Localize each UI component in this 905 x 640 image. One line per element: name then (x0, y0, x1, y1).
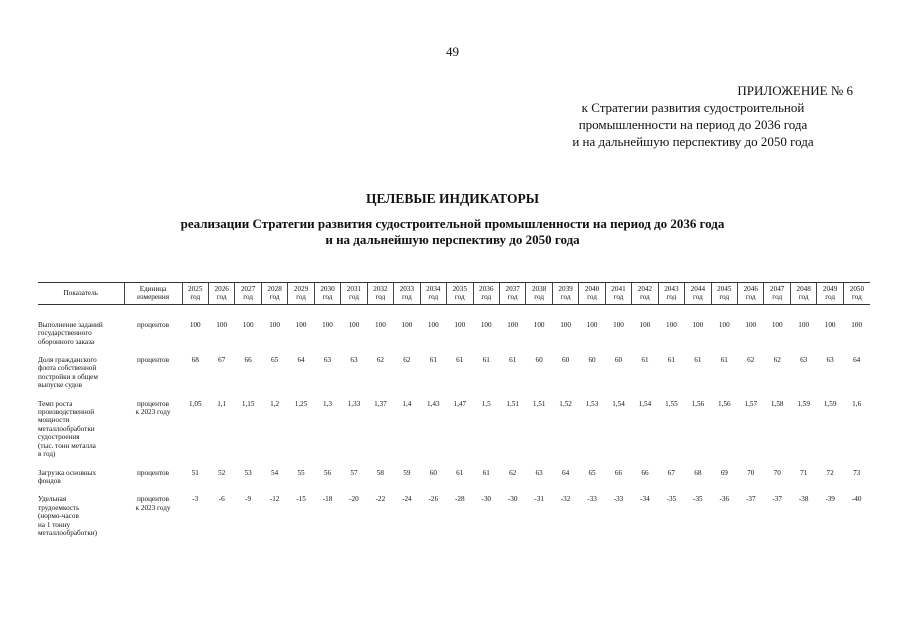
appendix-line: промышленности на период до 2036 года (578, 117, 808, 132)
indicator-value: 100 (454, 320, 466, 329)
indicator-name-line: Темп роста (38, 399, 73, 408)
indicator-value: 53 (244, 468, 252, 477)
header-year-value: 2048 (796, 285, 811, 293)
header-year (499, 283, 525, 305)
indicator-value: 1,53 (585, 399, 599, 408)
indicator-value: 1,37 (374, 399, 387, 408)
header-year (579, 283, 605, 305)
header-year-value: 2026 (214, 285, 229, 293)
indicator-value: 61 (641, 356, 649, 365)
indicator-value: 61 (667, 356, 675, 365)
indicator-value: 68 (694, 468, 702, 477)
header-year-suffix: год (322, 293, 333, 302)
indicator-value: 1,2 (270, 399, 280, 408)
indicator-value: 64 (561, 468, 570, 477)
indicator-value: 1,25 (294, 399, 308, 408)
indicator-value: -37 (772, 495, 782, 504)
indicator-value: 70 (747, 468, 755, 477)
indicator-value: 100 (771, 320, 783, 329)
table-body (38, 304, 870, 547)
indicator-value: 1,51 (532, 399, 546, 408)
header-year-value: 2039 (558, 285, 573, 293)
indicator-value: 100 (216, 320, 228, 329)
table-row (38, 304, 870, 356)
header-year-value: 2043 (664, 285, 679, 293)
indicator-value: 1,54 (638, 399, 652, 408)
indicator-name-line: металлообработки (38, 424, 95, 433)
header-year (447, 283, 473, 305)
indicator-value: 61 (429, 356, 437, 365)
indicator-name-line: постройки в общем (38, 372, 98, 381)
header-year (711, 283, 737, 305)
indicator-value: 1,47 (453, 399, 467, 408)
indicator-name (38, 356, 124, 400)
header-year-value: 2032 (373, 285, 388, 293)
indicator-value: -24 (402, 495, 412, 504)
indicator-value: -33 (613, 495, 624, 504)
indicator-name-line: флота собственной (38, 364, 97, 373)
header-year-value: 2037 (505, 285, 520, 293)
indicator-value: 60 (588, 356, 596, 365)
header-year (288, 283, 314, 305)
indicator-name-line: фондов (38, 476, 61, 485)
indicator-value: -22 (375, 495, 386, 504)
subtitle-line: и на дальнейшую перспективу до 2050 года (325, 232, 580, 247)
header-year-value: 2027 (240, 285, 256, 293)
indicator-name-line: трудоемкость (38, 503, 80, 512)
indicator-value: 61 (720, 356, 728, 365)
indicator-name-line: металлообработки) (38, 528, 98, 537)
indicators-table (38, 282, 870, 547)
header-year-value: 2038 (531, 285, 547, 293)
indicator-value: 1,4 (402, 399, 412, 408)
indicator-value: -40 (851, 495, 862, 504)
header-year-value: 2025 (188, 285, 203, 293)
indicator-value: 100 (480, 320, 492, 329)
header-year-value: 2034 (426, 285, 441, 293)
indicator-value: 60 (614, 356, 623, 365)
header-year-suffix: год (190, 293, 201, 302)
indicator-name-line: государственного (38, 329, 92, 338)
indicator-value: 100 (427, 320, 439, 329)
indicator-value: 1,59 (797, 399, 810, 408)
indicator-value: 100 (824, 320, 836, 329)
header-year (790, 283, 816, 305)
header-year-suffix: год (613, 293, 624, 302)
indicator-value: -12 (269, 495, 280, 504)
indicator-value: 61 (509, 356, 517, 365)
indicator-value: 61 (694, 356, 702, 365)
indicator-value: 62 (773, 356, 781, 365)
header-year (685, 283, 711, 305)
indicator-value: 1,6 (852, 399, 862, 408)
header-year (817, 283, 843, 305)
indicator-value: -30 (481, 495, 492, 504)
indicator-value: 57 (350, 468, 358, 477)
indicator-unit (124, 469, 182, 496)
header-year (843, 283, 870, 305)
indicator-name (38, 400, 124, 469)
indicator-name-line: Удельная (38, 495, 67, 504)
indicator-value: -37 (745, 495, 756, 504)
indicator-value: 100 (242, 320, 254, 329)
indicator-value: 100 (375, 320, 386, 329)
indicator-value: 100 (401, 320, 413, 329)
header-year-suffix: год (640, 293, 650, 302)
indicator-value: 65 (271, 356, 279, 365)
header-year (552, 283, 578, 305)
indicator-value: 54 (271, 468, 279, 477)
table-row (38, 495, 870, 547)
indicator-value: 100 (507, 320, 519, 329)
header-indicator: Показатель (38, 283, 124, 305)
indicator-value: 1,58 (770, 399, 784, 408)
indicator-value: 63 (800, 356, 808, 365)
indicator-value: 100 (322, 320, 333, 329)
indicator-value: 100 (560, 320, 571, 329)
indicator-value: -35 (693, 495, 703, 504)
indicator-value: 100 (718, 320, 730, 329)
indicator-name-line: Доля гражданского (38, 356, 97, 365)
indicator-value: 65 (588, 468, 596, 477)
header-year (208, 283, 234, 305)
header-year-value: 2042 (637, 285, 653, 293)
indicator-value: 100 (269, 320, 280, 329)
indicator-value: 100 (348, 320, 360, 329)
indicator-name (38, 495, 124, 547)
indicator-unit (124, 356, 182, 400)
header-year-suffix: год (745, 293, 756, 302)
indicator-value: -35 (666, 495, 677, 504)
header-year-value: 2028 (267, 285, 282, 293)
header-year (658, 283, 684, 305)
indicator-value: 59 (403, 468, 411, 477)
indicator-value: -26 (428, 495, 439, 504)
header-year-value: 2036 (479, 285, 494, 293)
indicator-unit-line: процентов (137, 320, 169, 329)
indicator-value: 100 (613, 320, 624, 329)
indicator-name-line: в год) (38, 450, 56, 459)
indicator-value: -30 (507, 495, 518, 504)
header-year-value: 2029 (293, 285, 309, 293)
header-year (420, 283, 446, 305)
indicator-value: -28 (454, 495, 465, 504)
indicator-value: -15 (296, 495, 306, 504)
document-subtitle (0, 216, 905, 248)
indicator-value: 100 (798, 320, 810, 329)
appendix-line: к Стратегии развития судостроительной (581, 100, 805, 115)
header-year-value: 2040 (584, 285, 600, 293)
indicator-value: 68 (191, 356, 199, 365)
indicator-value: -18 (322, 495, 333, 504)
appendix-block (533, 82, 853, 150)
indicator-value: 1,1 (217, 399, 227, 408)
header-year (738, 283, 764, 305)
header-year (367, 283, 393, 305)
table-row (38, 469, 870, 496)
header-year-suffix: год (243, 293, 254, 302)
indicator-value: 67 (667, 468, 675, 477)
header-year (605, 283, 631, 305)
indicator-unit-line: процентов (137, 356, 169, 365)
indicator-value: -31 (534, 495, 544, 504)
indicator-value: 66 (244, 356, 252, 365)
header-year-value: 2046 (743, 285, 758, 293)
indicator-name (38, 469, 124, 496)
header-year-value: 2047 (770, 285, 785, 293)
indicator-value: 61 (482, 356, 490, 365)
indicator-value: 56 (323, 468, 332, 477)
indicator-value: 64 (297, 356, 305, 365)
subtitle-line: реализации Стратегии развития судостроительной промышленности на период до 2036 года (180, 216, 725, 231)
indicator-name (38, 304, 124, 356)
header-year-suffix: год (666, 293, 677, 302)
indicator-value: 51 (191, 468, 199, 477)
header-year-value: 2049 (822, 285, 838, 293)
indicator-value: 1,5 (481, 399, 491, 408)
indicator-name-line: оборонного заказа (38, 337, 95, 346)
header-year (182, 283, 208, 305)
indicator-value: 100 (666, 320, 677, 329)
header-year-value: 2031 (346, 285, 362, 293)
header-year-suffix: год (587, 293, 597, 302)
indicator-value: -20 (349, 495, 359, 504)
header-year-suffix: год (772, 293, 783, 302)
indicator-value: 60 (535, 356, 543, 365)
indicator-name-line: мощности (38, 416, 70, 425)
header-year (764, 283, 790, 305)
indicator-value: 1,56 (718, 399, 731, 408)
indicator-value: -32 (560, 495, 571, 504)
indicator-value: 60 (561, 356, 570, 365)
indicator-value: 58 (376, 468, 384, 477)
header-year-suffix: год (428, 293, 439, 302)
indicator-value: 1,59 (823, 399, 837, 408)
header-year-suffix: год (349, 293, 359, 302)
indicator-value: 1,43 (427, 399, 440, 408)
indicator-value: -38 (798, 495, 809, 504)
indicator-value: 62 (509, 468, 517, 477)
indicator-value: 73 (853, 468, 861, 477)
indicator-unit (124, 495, 182, 547)
indicator-value: 100 (692, 320, 704, 329)
indicator-value: 60 (429, 468, 437, 477)
header-year-suffix: год (216, 293, 227, 302)
header-year-suffix: год (375, 293, 386, 302)
header-year-suffix: год (507, 293, 518, 302)
header-year-suffix: год (798, 293, 809, 302)
indicator-value: -34 (640, 495, 650, 504)
indicator-value: 1,3 (323, 399, 332, 408)
table-row (38, 356, 870, 400)
indicator-value: 61 (482, 468, 490, 477)
header-year (314, 283, 340, 305)
indicator-name-line: (нормо-часов (38, 512, 79, 521)
indicator-value: 1,51 (506, 399, 519, 408)
indicator-value: 1,55 (665, 399, 678, 408)
indicator-value: 1,05 (188, 399, 202, 408)
indicator-name-line: выпуске судов (38, 381, 83, 390)
indicator-value: 55 (297, 468, 305, 477)
header-unit (124, 283, 182, 305)
indicator-value: 62 (376, 356, 384, 365)
header-year-suffix: год (296, 293, 306, 302)
indicator-value: 100 (189, 320, 201, 329)
header-year-value: 2050 (849, 285, 865, 293)
header-year (394, 283, 420, 305)
indicator-unit-line: к 2023 году (135, 408, 171, 417)
indicator-name-line: Загрузка основных (38, 468, 97, 477)
indicator-value: 61 (456, 356, 464, 365)
indicator-value: -6 (218, 495, 225, 504)
header-unit-line: Единица (139, 285, 167, 293)
page-number: 49 (446, 44, 459, 59)
header-year-value: 2030 (320, 285, 335, 293)
header-year-value: 2044 (690, 285, 706, 293)
indicator-unit-line: процентов (137, 399, 169, 408)
indicator-unit (124, 400, 182, 469)
indicator-value: -9 (245, 495, 252, 504)
table-row (38, 400, 870, 469)
indicator-value: 72 (826, 468, 834, 477)
header-year-value: 2035 (452, 285, 467, 293)
indicator-value: -39 (825, 495, 835, 504)
indicator-name-line: судостроения (38, 433, 80, 442)
indicator-value: 69 (720, 468, 728, 477)
indicator-value: 52 (218, 468, 226, 477)
indicator-unit (124, 304, 182, 356)
table-header-row (38, 283, 870, 305)
indicator-value: 63 (323, 356, 332, 365)
header-year-suffix: год (454, 293, 465, 302)
indicator-value: 64 (853, 356, 861, 365)
indicator-value: 1,15 (241, 399, 255, 408)
indicator-value: 67 (218, 356, 226, 365)
indicator-value: 100 (851, 320, 863, 329)
indicator-value: -3 (192, 495, 199, 504)
indicator-unit-line: к 2023 году (135, 503, 171, 512)
header-year-suffix: год (719, 293, 730, 302)
indicator-unit-line: процентов (137, 468, 169, 477)
indicator-value: 100 (586, 320, 598, 329)
indicator-value: 63 (826, 356, 834, 365)
indicator-value: -33 (587, 495, 597, 504)
indicator-value: 63 (535, 468, 543, 477)
indicator-value: 1,54 (612, 399, 625, 408)
indicator-value: 61 (456, 468, 464, 477)
appendix-number: ПРИЛОЖЕНИЕ № 6 (737, 83, 853, 98)
appendix-line: и на дальнейшую перспективу до 2050 года (572, 134, 814, 149)
header-year-suffix: год (269, 293, 280, 302)
indicator-value: 63 (350, 356, 358, 365)
header-year-suffix: год (825, 293, 836, 302)
indicator-value: 100 (533, 320, 545, 329)
header-year-value: 2033 (399, 285, 415, 293)
indicator-value: 100 (745, 320, 757, 329)
indicator-name-line: (тыс. тонн металла (38, 441, 96, 450)
header-year-value: 2045 (717, 285, 732, 293)
indicator-value: 62 (403, 356, 411, 365)
header-year-suffix: год (481, 293, 492, 302)
document-title: ЦЕЛЕВЫЕ ИНДИКАТОРЫ (365, 191, 539, 206)
indicator-value: 71 (800, 468, 808, 477)
indicator-value: 1,33 (347, 399, 361, 408)
header-year-suffix: год (534, 293, 545, 302)
indicator-value: 1,52 (559, 399, 572, 408)
header-year-value: 2041 (611, 285, 626, 293)
indicator-name-line: на 1 тонну (38, 520, 71, 529)
indicator-value: 100 (295, 320, 307, 329)
header-year (341, 283, 367, 305)
indicator-value: 100 (639, 320, 651, 329)
header-unit-line: измерения (136, 293, 170, 302)
indicator-name-line: производственной (38, 408, 95, 417)
indicator-value: 70 (773, 468, 781, 477)
header-year (526, 283, 552, 305)
header-year-suffix: год (401, 293, 412, 302)
indicator-value: 1,56 (691, 399, 705, 408)
indicator-value: 66 (614, 468, 623, 477)
indicator-value: 66 (641, 468, 649, 477)
indicator-name-line: Выполнение заданий (38, 320, 103, 329)
indicator-value: 1,57 (744, 399, 758, 408)
header-year-suffix: год (560, 293, 571, 302)
header-year (473, 283, 499, 305)
header-year-suffix: год (692, 293, 703, 302)
indicator-unit-line: процентов (137, 495, 169, 504)
header-year (261, 283, 287, 305)
header-year (632, 283, 658, 305)
header-year (235, 283, 261, 305)
indicator-value: 62 (747, 356, 755, 365)
indicator-value: -36 (719, 495, 730, 504)
header-year-suffix: год (852, 293, 862, 302)
